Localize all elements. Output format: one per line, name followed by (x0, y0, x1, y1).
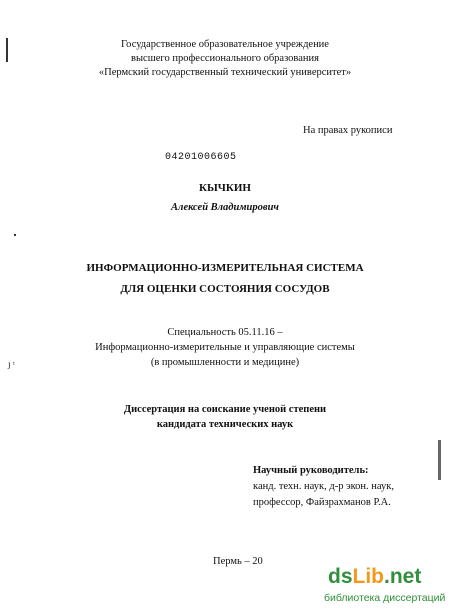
rights-note: На правах рукописи (303, 125, 393, 136)
supervisor-line-2: профессор, Файзрахманов Р.А. (253, 497, 391, 508)
specialty-line-1: Специальность 05.11.16 – (167, 327, 283, 338)
degree-line-2: кандидата технических наук (156, 419, 294, 430)
dissertation-title-line-1: ИНФОРМАЦИОННО-ИЗМЕРИТЕЛЬНАЯ СИСТЕМА (86, 262, 364, 274)
scan-mark-right (438, 440, 441, 480)
institution-line-1: Государственное образовательное учреждение (121, 39, 329, 50)
supervisor-line-1: канд. техн. наук, д-р экон. наук, (253, 481, 395, 492)
specialty-line-2: Информационно-измерительные и управляющие системы (95, 342, 355, 353)
dslib-logo (328, 564, 421, 590)
institution-line-3: «Пермский государственный технический университет» (98, 67, 352, 78)
degree-line-1: Диссертация на соискание ученой степени (123, 404, 327, 415)
specialty-line-3: (в промышленности и медицине) (150, 357, 300, 368)
author-name: Алексей Владимирович (171, 202, 279, 213)
dslib-logo-net: .net (384, 565, 422, 588)
author-surname: КЫЧКИН (199, 182, 251, 194)
dslib-caption: библиотека диссертаций (324, 592, 446, 604)
dslib-watermark (322, 562, 447, 610)
dslib-logo-lib: Lib (352, 565, 385, 588)
registration-number: 04201006605 (165, 152, 237, 163)
city-year: Пермь – 20 (213, 556, 263, 567)
dslib-logo-ds: ds (328, 565, 353, 588)
scan-dot (14, 234, 16, 236)
institution-line-2: высшего профессионального образования (131, 53, 319, 64)
dissertation-title-line-2: ДЛЯ ОЦЕНКИ СОСТОЯНИЯ СОСУДОВ (120, 283, 330, 295)
supervisor-heading: Научный руководитель: (253, 465, 369, 476)
scan-artifact: ȷ ᶜ (8, 359, 16, 369)
